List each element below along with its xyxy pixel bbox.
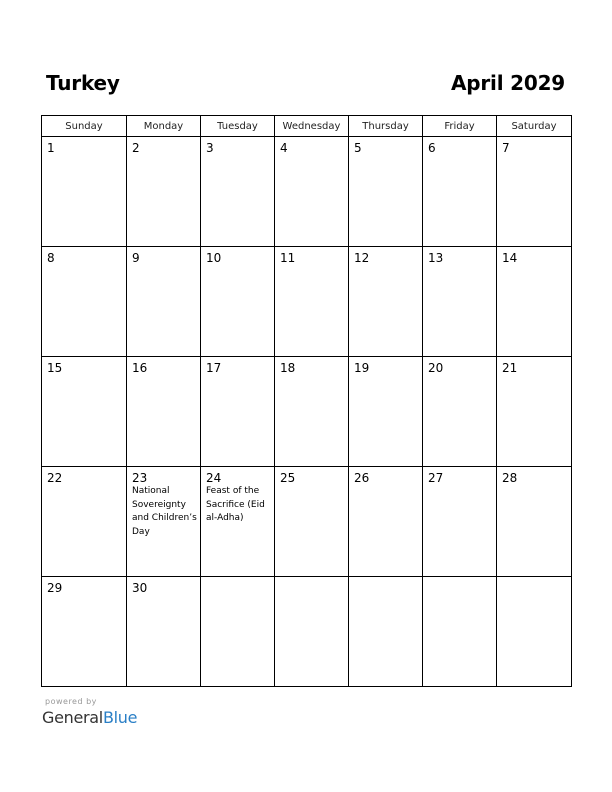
day-cell — [127, 247, 201, 357]
day-number: 11 — [280, 251, 296, 265]
day-number: 24 — [206, 471, 222, 485]
day-number: 14 — [502, 251, 518, 265]
weekday-header-saturday: Saturday — [497, 116, 572, 137]
day-number: 26 — [354, 471, 370, 485]
day-cell — [349, 357, 423, 467]
day-cell — [42, 247, 127, 357]
day-number: 10 — [206, 251, 222, 265]
day-cell — [42, 577, 127, 687]
day-cell — [127, 577, 201, 687]
day-number: 27 — [428, 471, 444, 485]
day-cell — [275, 247, 349, 357]
day-number: 9 — [132, 251, 140, 265]
day-number: 29 — [47, 581, 63, 595]
calendar-grid — [41, 115, 572, 687]
weekday-header-sunday: Sunday — [42, 116, 127, 137]
day-cell — [497, 137, 572, 247]
day-cell — [201, 577, 275, 687]
weekday-header-row — [42, 116, 572, 137]
day-cell — [423, 577, 497, 687]
day-number: 17 — [206, 361, 222, 375]
day-number — [275, 577, 348, 581]
powered-by-text: powered by — [45, 697, 97, 706]
day-cell — [201, 247, 275, 357]
day-number: 7 — [502, 141, 510, 155]
day-cell — [423, 247, 497, 357]
day-number: 15 — [47, 361, 63, 375]
day-cell — [127, 357, 201, 467]
brand-blue: Blue — [102, 708, 138, 727]
day-cell — [42, 467, 127, 577]
brand-general: General — [42, 708, 103, 727]
day-cell — [349, 247, 423, 357]
day-cell — [423, 357, 497, 467]
day-number: 8 — [47, 251, 55, 265]
week-row — [42, 137, 572, 247]
holiday-label: National Sovereignty and Children’s Day — [132, 486, 197, 537]
weekday-header-wednesday: Wednesday — [275, 116, 349, 137]
month-year-title: April 2029 — [451, 71, 565, 95]
day-number — [201, 577, 274, 581]
day-cell — [497, 467, 572, 577]
day-number: 5 — [354, 141, 362, 155]
day-number: 19 — [354, 361, 370, 375]
day-cell — [275, 577, 349, 687]
day-number: 16 — [132, 361, 148, 375]
generalblue-logo — [42, 708, 137, 727]
day-number: 1 — [47, 141, 55, 155]
day-cell — [497, 577, 572, 687]
day-number — [423, 577, 496, 581]
day-cell — [497, 357, 572, 467]
day-number: 30 — [132, 581, 148, 595]
day-number: 4 — [280, 141, 288, 155]
weekday-header-friday: Friday — [423, 116, 497, 137]
day-cell — [349, 137, 423, 247]
day-cell — [201, 357, 275, 467]
day-number: 2 — [132, 141, 140, 155]
day-number — [497, 577, 571, 581]
day-number: 6 — [428, 141, 436, 155]
day-cell — [423, 137, 497, 247]
day-number: 23 — [132, 471, 148, 485]
day-number: 18 — [280, 361, 296, 375]
day-cell — [349, 467, 423, 577]
day-cell — [127, 467, 201, 577]
calendar-body — [42, 137, 572, 687]
day-cell — [275, 137, 349, 247]
country-title: Turkey — [46, 71, 120, 95]
day-number: 28 — [502, 471, 518, 485]
week-row — [42, 467, 572, 577]
day-number: 13 — [428, 251, 444, 265]
day-number: 12 — [354, 251, 370, 265]
holiday-label: Feast of the Sacrifice (Eid al-Adha) — [206, 486, 265, 523]
day-cell — [349, 577, 423, 687]
day-number: 3 — [206, 141, 214, 155]
weekday-header-monday: Monday — [127, 116, 201, 137]
day-number: 22 — [47, 471, 63, 485]
weekday-header-thursday: Thursday — [349, 116, 423, 137]
day-cell — [201, 137, 275, 247]
day-cell — [201, 467, 275, 577]
day-cell — [127, 137, 201, 247]
day-cell — [275, 357, 349, 467]
day-number: 25 — [280, 471, 296, 485]
weekday-header-tuesday: Tuesday — [201, 116, 275, 137]
day-cell — [42, 357, 127, 467]
day-number — [349, 577, 422, 581]
day-cell — [497, 247, 572, 357]
week-row — [42, 577, 572, 687]
week-row — [42, 357, 572, 467]
day-cell — [423, 467, 497, 577]
day-number: 21 — [502, 361, 518, 375]
week-row — [42, 247, 572, 357]
day-cell — [42, 137, 127, 247]
day-cell — [275, 467, 349, 577]
day-number: 20 — [428, 361, 444, 375]
